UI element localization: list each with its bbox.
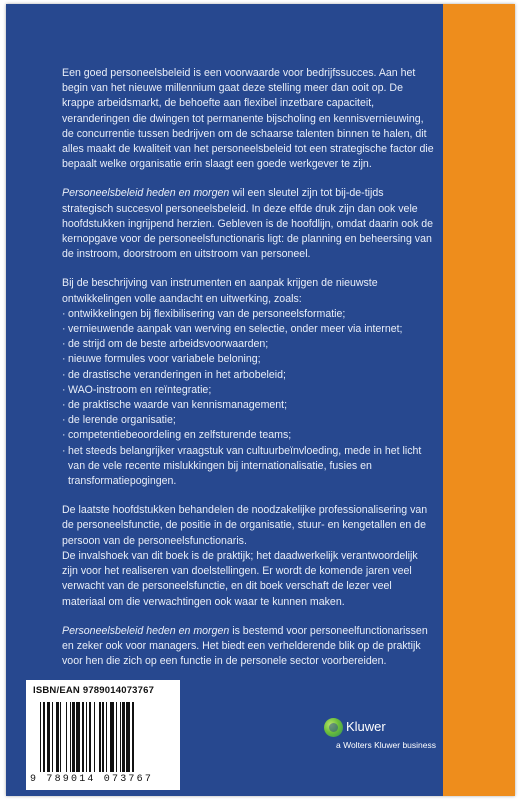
barcode-bar — [106, 702, 107, 772]
barcode-bar — [72, 702, 74, 772]
book-title-italic: Personeelsbeleid heden en morgen — [62, 624, 230, 637]
book-title-italic: Personeelsbeleid heden en morgen — [62, 187, 230, 200]
barcode-label — [26, 680, 180, 790]
barcode-bar — [122, 702, 124, 772]
second-paragraph-text: wil een sleutel zijn tot bij-de-tijds strategisch succesvol personeelsbeleid. In deze elfde druk zijn dan ook vele hoofdstukken ingrijpend herzien. Gebleven is de hoofdlijn, omdat daarin ook de kernopgave voor de personeelsfunctionaris ligt: de planning en beheersing van de instroom, doorstroom en uitstroom van personeel. — [62, 187, 434, 261]
list-item: · de drastische veranderingen in het arbobeleid; — [62, 368, 434, 383]
barcode-bar — [76, 702, 80, 772]
development-list — [62, 307, 434, 489]
second-paragraph — [62, 186, 434, 262]
list-item: · de strijd om de beste arbeidsvoorwaarden; — [62, 337, 434, 352]
publisher-logo — [324, 716, 436, 766]
list-item: · vernieuwende aanpak van werving en selectie, onder meer via internet; — [62, 322, 434, 337]
isbn-text: ISBN/EAN 9789014073767 — [33, 685, 155, 696]
list-item: · het steeds belangrijker vraagstuk van cultuurbeïnvloeding, mede in het licht van de vele recente mislukkingen bij internationalisatie, fusies en transformatiepogingen. — [62, 444, 434, 490]
list-item: · competentiebeoordeling en zelfsturende teams; — [62, 428, 434, 443]
barcode-bar — [52, 702, 53, 772]
list-lead: Bij de beschrijving van instrumenten en aanpak krijgen de nieuwste ontwikkelingen volle aandacht en uitwerking, zoals: — [62, 277, 378, 305]
fourth-paragraph: De laatste hoofdstukken behandelen de noodzakelijke professionalisering van de personeelsfunctie, de positie in de organisatie, stuur- en kengetallen en de persoon van de personeelsfunctionaris. — [62, 504, 428, 547]
list-item: · WAO-instroom en reïntegratie; — [62, 383, 434, 398]
barcode-bar — [110, 702, 114, 772]
fourth-paragraph-continued: De invalshoek van dit boek is de praktijk; het daadwerkelijk verantwoordelijk zijn voor het realiseren van doelstellingen. Er wordt de komende jaren veel verwacht van de personeelsfunctie, en dit boek verschaft de lezer veel materiaal om die verwachtingen ook waar te kunnen maken. — [62, 549, 418, 608]
barcode-digits: 9 789014 073767 — [30, 774, 154, 785]
barcode-bar — [66, 702, 67, 772]
barcode-bar — [43, 702, 45, 772]
orange-band — [443, 4, 515, 796]
list-item: · de praktische waarde van kennismanagement; — [62, 398, 434, 413]
intro-paragraph: Een goed personeelsbeleid is een voorwaarde voor bedrijfssucces. Aan het begin van het nieuwe millennium gaat deze stelling meer dan ooit op. De krappe arbeidsmarkt, de behoefte aan flexibel inzetbare capaciteit, veranderingen die dwingen tot permanente bijscholing en kennisvernieuwing, de concurrentie tussen bedrijven om de schaarse talenten binnen te halen, dit alles maakt de kwaliteit van het personeelsbeleid tot een strategische factor die bepaalt welke organisatie erin slaagt een goede werkgever te zijn. — [62, 67, 434, 171]
list-item: · nieuwe formules voor variabele beloning; — [62, 352, 434, 367]
list-item: · ontwikkelingen bij flexibilisering van de personeelsformatie; — [62, 307, 434, 322]
book-back-cover — [6, 4, 515, 796]
barcode-bar — [94, 702, 95, 772]
blurb — [62, 66, 434, 683]
fifth-paragraph — [62, 624, 434, 670]
barcode-bar — [99, 702, 100, 772]
barcode-bar — [120, 702, 121, 772]
publisher-name: Kluwer — [346, 719, 386, 734]
barcode-bar — [70, 702, 71, 772]
fifth-paragraph-text: is bestemd voor personeelfunctionarissen en zeker ook voor managers. Het biedt een verhelderende blik op de praktijk voor hen die zich op een functie in de personele sector voorbereiden. — [62, 624, 428, 668]
barcode-bar — [82, 702, 84, 772]
barcode-bar — [116, 702, 117, 772]
kluwer-logo-icon — [324, 718, 343, 737]
publisher-tagline: a Wolters Kluwer business — [336, 740, 436, 750]
barcode-bar — [126, 702, 130, 772]
barcode-bar — [102, 702, 104, 772]
barcode-bar — [60, 702, 61, 772]
barcode-bar — [86, 702, 87, 772]
barcode-bar — [56, 702, 58, 772]
list-item: · de lerende organisatie; — [62, 413, 434, 428]
barcode-bar — [89, 702, 91, 772]
barcode-bars — [40, 702, 170, 776]
barcode-bar — [132, 702, 134, 772]
barcode-bar — [47, 702, 51, 772]
barcode-bar — [40, 702, 41, 772]
